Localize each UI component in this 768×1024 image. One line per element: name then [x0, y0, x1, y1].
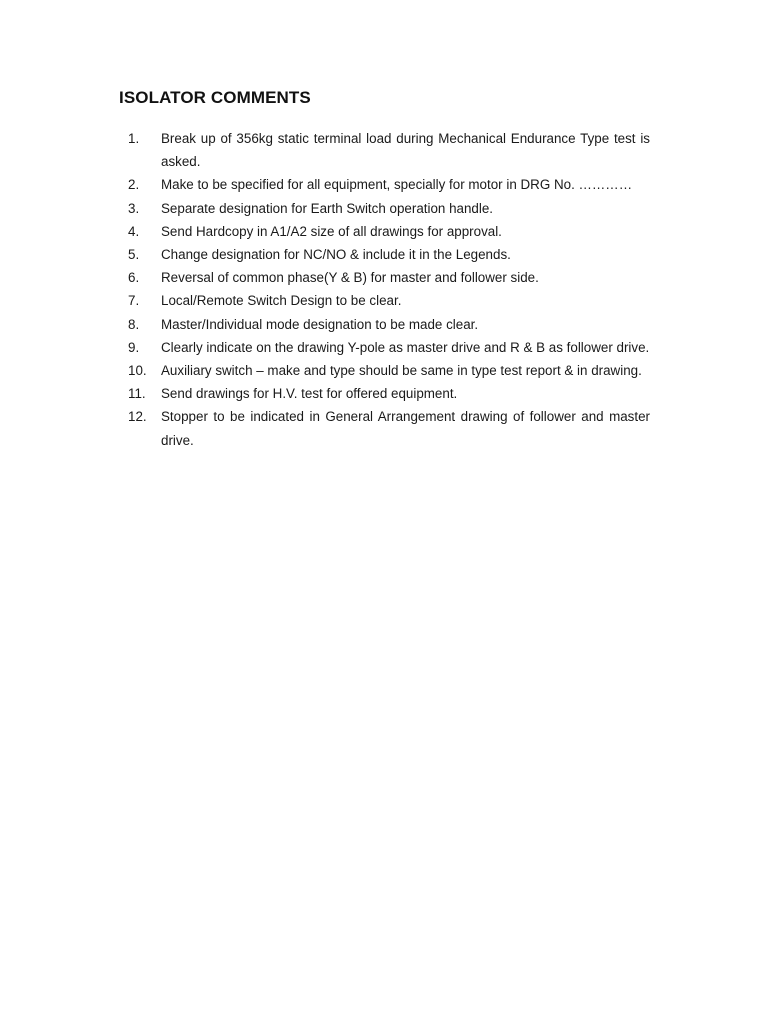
list-item-number: 5.: [128, 247, 140, 263]
list-item-text: Master/Individual mode designation to be made clear.: [161, 316, 479, 332]
page-title: ISOLATOR COMMENTS: [119, 88, 311, 107]
list-item-number: 2.: [128, 177, 140, 193]
list-item-text: Auxiliary switch – make and type should be same in type test report & in drawing.: [161, 363, 642, 379]
list-item-text: Send drawings for H.V. test for offered equipment.: [161, 386, 458, 402]
list-item: [128, 127, 650, 173]
list-item: [128, 173, 650, 196]
list-item-text: Make to be specified for all equipment, specially for motor in DRG No. …………: [161, 177, 633, 193]
list-item: [128, 220, 650, 243]
list-item-number: 6.: [128, 270, 140, 286]
list-item: [128, 289, 650, 312]
list-item: [128, 313, 650, 336]
list-item-number: 4.: [128, 223, 140, 239]
list-item-number: 11.: [128, 386, 146, 402]
list-item-number: 3.: [128, 200, 140, 216]
list-item-text: Send Hardcopy in A1/A2 size of all drawings for approval.: [161, 223, 502, 239]
list-item-text: Break up of 356kg static terminal load during Mechanical Endurance Type test is asked.: [161, 131, 650, 170]
list-item-text: Reversal of common phase(Y & B) for master and follower side.: [161, 270, 539, 286]
list-item: [128, 405, 650, 451]
list-item: [128, 336, 650, 359]
comments-list: [128, 127, 650, 452]
list-item-number: 8.: [128, 316, 140, 332]
list-item: [128, 382, 650, 405]
list-item: [128, 359, 650, 382]
list-item-text: Separate designation for Earth Switch operation handle.: [161, 200, 494, 216]
list-item-number: 7.: [128, 293, 140, 309]
list-item-number: 1.: [128, 131, 140, 146]
list-item-text: Stopper to be indicated in General Arrangement drawing of follower and master drive.: [161, 409, 650, 448]
list-item: [128, 266, 650, 289]
list-item-text: Change designation for NC/NO & include it in the Legends.: [161, 247, 511, 263]
list-item-number: 9.: [128, 339, 140, 355]
list-item-text: Clearly indicate on the drawing Y-pole as master drive and R & B as follower drive.: [161, 339, 650, 355]
list-item: [128, 197, 650, 220]
list-item-text: Local/Remote Switch Design to be clear.: [161, 293, 402, 309]
list-item: [128, 243, 650, 266]
list-item-number: 12.: [128, 409, 147, 425]
list-item-number: 10.: [128, 363, 147, 379]
